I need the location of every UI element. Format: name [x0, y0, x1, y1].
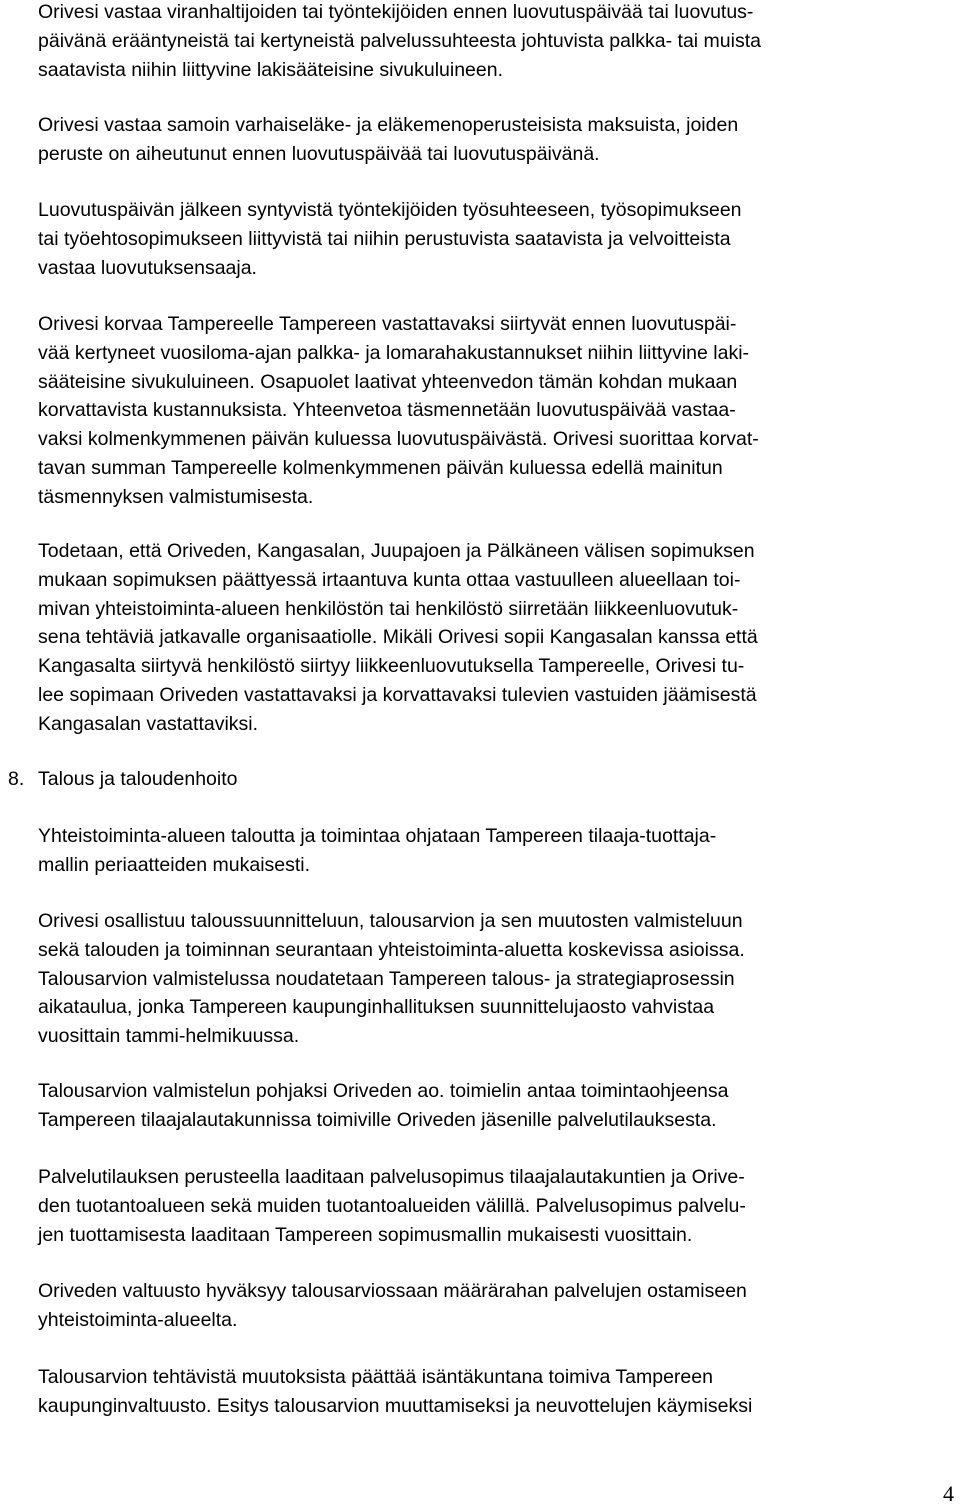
text-line: Oriveden valtuusto hyväksyy talousarviossaan määrärahan palvelujen ostamiseen	[38, 1280, 747, 1302]
text-line: vuosittain tammi-helmikuussa.	[38, 1025, 300, 1048]
text-line: mukaan sopimuksen päättyessä irtaantuva kunta ottaa vastuulleen alueellaan toi-	[38, 568, 741, 591]
text-line: Talousarvion tehtävistä muutoksista päättää isäntäkuntana toimiva Tampereen	[38, 1366, 713, 1388]
paragraph-budget-basis	[38, 1077, 728, 1135]
text-line: kaupunginvaltuusto. Esitys talousarvion muuttamiseksi ja neuvottelujen käymiseksi	[38, 1394, 753, 1417]
text-line: sääteisine sivukuluineen. Osapuolet laativat yhteenvedon tämän kohdan mukaan	[38, 370, 738, 393]
text-line: Talousarvion valmistelun pohjaksi Oriveden ao. toimielin antaa toimintaohjeensa	[38, 1080, 729, 1102]
text-line: peruste on aiheutunut ennen luovutuspäivää tai luovutuspäivänä.	[38, 142, 600, 165]
text-line: tai työehtosopimukseen liittyvistä tai niihin perustuvista saatavista ja velvoitteista	[38, 227, 731, 250]
text-line: lee sopimaan Oriveden vastattavaksi ja korvattavaksi tulevien vastuiden jäämisestä	[38, 683, 757, 706]
text-line: mivan yhteistoiminta-alueen henkilöstön tai henkilöstö siirretään liikkeenluovutuk-	[38, 597, 739, 620]
text-line: Orivesi osallistuu taloussuunnitteluun, talousarvion ja sen muutosten valmisteluun	[38, 910, 743, 932]
text-line: den tuotantoalueen sekä muiden tuotantoalueiden välillä. Palvelusopimus palvelu-	[38, 1194, 746, 1217]
text-line: tavan summan Tampereelle kolmenkymmenen päivän kuluessa edellä mainitun	[38, 456, 723, 479]
paragraph-pension-fees	[38, 111, 738, 169]
text-line: Palvelutilauksen perusteella laaditaan palvelusopimus tilaajalautakuntien ja Orive-	[38, 1166, 745, 1188]
text-line: Kangasalta siirtyvä henkilöstö siirtyy liikkeenluovutuksella Tampereelle, Orivesi tu-	[38, 655, 745, 678]
section-title: Talous ja taloudenhoito	[38, 768, 238, 790]
text-line: aikataulua, jonka Tampereen kaupunginhallituksen suunnittelujaosto vahvistaa	[38, 996, 715, 1019]
paragraph-budget-changes	[38, 1363, 752, 1421]
text-line: Tampereen tilaajalautakunnissa toimiville Oriveden jäsenille palvelutilauksesta.	[38, 1108, 717, 1131]
page-number: 4	[943, 1481, 954, 1506]
paragraph-budget-planning	[38, 907, 745, 1051]
text-line: Orivesi korvaa Tampereelle Tampereen vastattavaksi siirtyvät ennen luovutuspäi-	[38, 313, 737, 335]
text-line: saatavista niihin liittyvine lakisääteisine sivukuluineen.	[38, 58, 504, 81]
text-line: korvattavista kustannuksista. Yhteenvetoa täsmennetään luovutuspäivää vastaa-	[38, 399, 736, 422]
text-line: yhteistoiminta-alueelta.	[38, 1308, 238, 1331]
paragraph-compensation	[38, 310, 759, 512]
paragraph-service-agreement	[38, 1163, 746, 1249]
section-heading	[8, 765, 238, 794]
text-line: Orivesi vastaa viranhaltijoiden tai työntekijöiden ennen luovutuspäivää tai luovutus-	[38, 1, 754, 23]
paragraph-steering	[38, 822, 716, 880]
section-number: 8.	[8, 768, 25, 790]
paragraph-council-approval	[38, 1277, 747, 1335]
text-line: täsmennyksen valmistumisesta.	[38, 485, 314, 508]
text-line: Talousarvion valmistelussa noudatetaan Tampereen talous- ja strategiaprosessin	[38, 967, 735, 990]
text-line: vää kertyneet vuosiloma-ajan palkka- ja lomarahakustannukset niihin liittyvine laki-	[38, 341, 750, 364]
text-line: Orivesi vastaa samoin varhaiseläke- ja eläkemenoperusteisista maksuista, joiden	[38, 114, 739, 136]
paragraph-after-transfer	[38, 196, 742, 282]
text-line: Kangasalan vastattaviksi.	[38, 712, 259, 735]
text-line: vaksi kolmenkymmenen päivän kuluessa luovutuspäivästä. Orivesi suorittaa korvat-	[38, 428, 759, 451]
text-line: Luovutuspäivän jälkeen syntyvistä työntekijöiden työsuhteeseen, työsopimukseen	[38, 199, 742, 221]
text-line: mallin periaatteiden mukaisesti.	[38, 853, 311, 876]
paragraph-termination	[38, 537, 758, 739]
paragraph-salary-liabilities	[38, 0, 761, 84]
text-line: päivänä erääntyneistä tai kertyneistä palvelussuhteesta johtuvista palkka- tai muista	[38, 29, 761, 52]
text-line: sena tehtäviä jatkavalle organisaatiolle. Mikäli Orivesi sopii Kangasalan kanssa että	[38, 626, 758, 649]
text-line: Todetaan, että Oriveden, Kangasalan, Juupajoen ja Pälkäneen välisen sopimuksen	[38, 540, 755, 562]
text-line: jen tuottamisesta laaditaan Tampereen sopimusmallin mukaisesti vuosittain.	[38, 1223, 693, 1246]
text-line: vastaa luovutuksensaaja.	[38, 256, 257, 279]
text-line: sekä talouden ja toiminnan seurantaan yhteistoiminta-aluetta koskevissa asioissa.	[38, 938, 745, 961]
text-line: Yhteistoiminta-alueen taloutta ja toimintaa ohjataan Tampereen tilaaja-tuottaja-	[38, 825, 717, 847]
